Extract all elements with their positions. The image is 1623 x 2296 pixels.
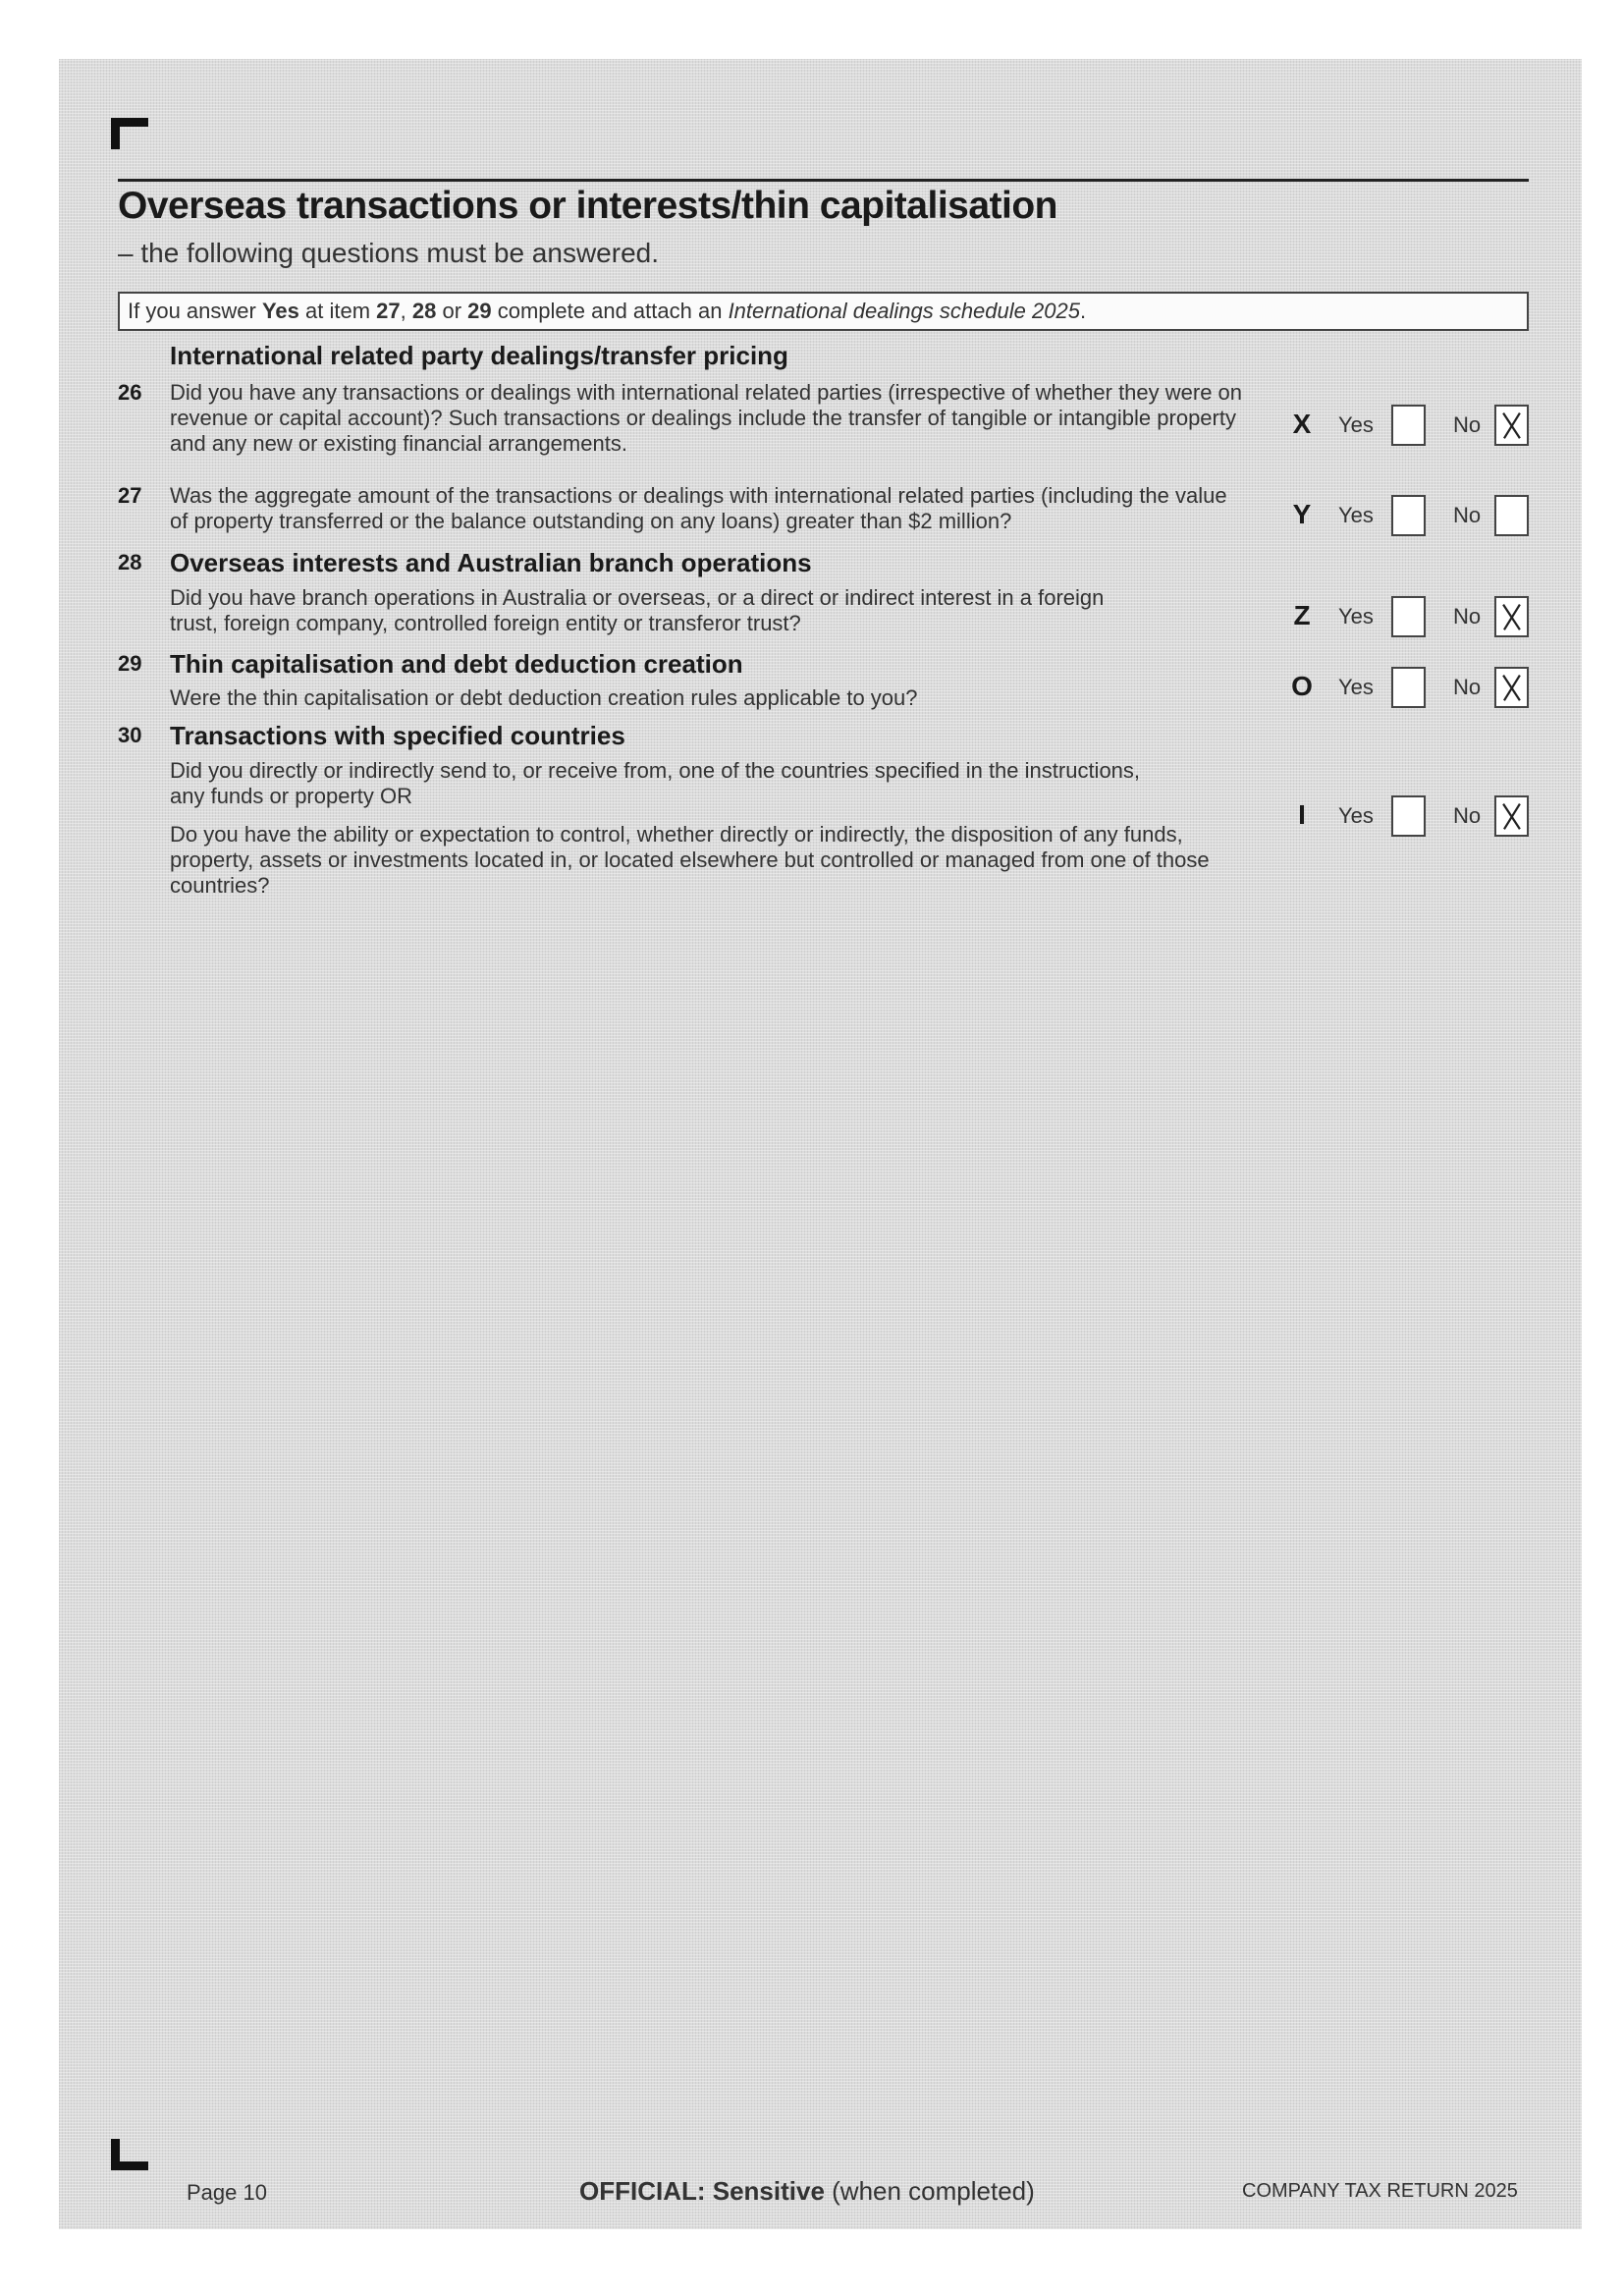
no-checkbox[interactable] — [1494, 667, 1529, 708]
question-text: Was the aggregate amount of the transactions or dealings with international related parties (including the value of property transferred or the balance outstanding on any loans) greater than $2 million? — [170, 483, 1227, 533]
form-name: COMPANY TAX RETURN 2025 — [1242, 2180, 1518, 2202]
yes-label: Yes — [1338, 503, 1374, 527]
yes-checkbox[interactable] — [1391, 795, 1426, 837]
page-title: Overseas transactions or interests/thin capitalisation — [118, 185, 1058, 227]
yes-label: Yes — [1338, 412, 1374, 437]
question-number: 30 — [118, 723, 142, 747]
yes-label: Yes — [1338, 803, 1374, 828]
question-number: 28 — [118, 550, 142, 574]
no-checkbox[interactable] — [1494, 495, 1529, 536]
registration-mark-bottom — [111, 2139, 148, 2170]
page-number: Page 10 — [187, 2180, 267, 2205]
no-checkbox[interactable] — [1494, 405, 1529, 446]
question-heading: Transactions with specified countries — [170, 721, 625, 750]
cross-mark-icon — [1496, 797, 1527, 835]
registration-mark-top — [111, 118, 148, 149]
field-label-letter: O — [1291, 671, 1313, 701]
question-number: 29 — [118, 651, 142, 676]
question-text: Did you have any transactions or dealings with international related parties (irrespective of whether they were on revenue or capital account)? Such transactions or dealings include the transfer of tangible or intangible property and any new or existing financial arrangements. — [170, 380, 1243, 456]
no-label: No — [1453, 604, 1482, 629]
yes-checkbox[interactable] — [1391, 495, 1426, 536]
cross-mark-icon — [1496, 669, 1527, 706]
question-text-2: Do you have the ability or expectation to control, whether directly or indirectly, the disposition of any funds, property, assets or investments located in, or located elsewhere but controlled or managed from one of those countries? — [170, 822, 1210, 898]
field-label-letter: Z — [1293, 600, 1311, 630]
yes-checkbox[interactable] — [1391, 596, 1426, 637]
question-text: Did you directly or indirectly send to, or receive from, one of the countries specified in the instructions, any funds or property OR — [170, 758, 1141, 808]
no-checkbox[interactable] — [1494, 596, 1529, 637]
question-heading: Overseas interests and Australian branch operations — [170, 548, 812, 577]
no-label: No — [1453, 803, 1482, 828]
question-text: Were the thin capitalisation or debt deduction creation rules applicable to you? — [170, 685, 918, 710]
question-text: Did you have branch operations in Australia or overseas, or a direct or indirect interest in a foreign trust, foreign company, controlled foreign entity or transferor trust? — [170, 585, 1105, 635]
no-label: No — [1453, 412, 1482, 437]
yes-label: Yes — [1338, 675, 1374, 699]
section-heading: International related party dealings/transfer pricing — [170, 341, 788, 370]
classification-label: OFFICIAL: Sensitive (when completed) — [579, 2176, 1035, 2206]
yes-checkbox[interactable] — [1391, 405, 1426, 446]
field-label-letter: Y — [1292, 499, 1312, 529]
question-number: 27 — [118, 483, 142, 508]
field-label-letter: X — [1292, 409, 1312, 439]
question-number: 26 — [118, 380, 142, 405]
section-rule — [118, 179, 1529, 182]
no-label: No — [1453, 675, 1482, 699]
cross-mark-icon — [1496, 598, 1527, 635]
field-label-letter: I — [1298, 799, 1306, 830]
info-box: If you answer Yes at item 27, 28 or 29 complete and attach an International dealings schedule 2025. — [118, 292, 1529, 331]
yes-checkbox[interactable] — [1391, 667, 1426, 708]
yes-label: Yes — [1338, 604, 1374, 629]
no-checkbox[interactable] — [1494, 795, 1529, 837]
no-label: No — [1453, 503, 1482, 527]
cross-mark-icon — [1496, 407, 1527, 444]
page-subtitle: – the following questions must be answered. — [118, 238, 659, 268]
question-heading: Thin capitalisation and debt deduction creation — [170, 649, 743, 679]
